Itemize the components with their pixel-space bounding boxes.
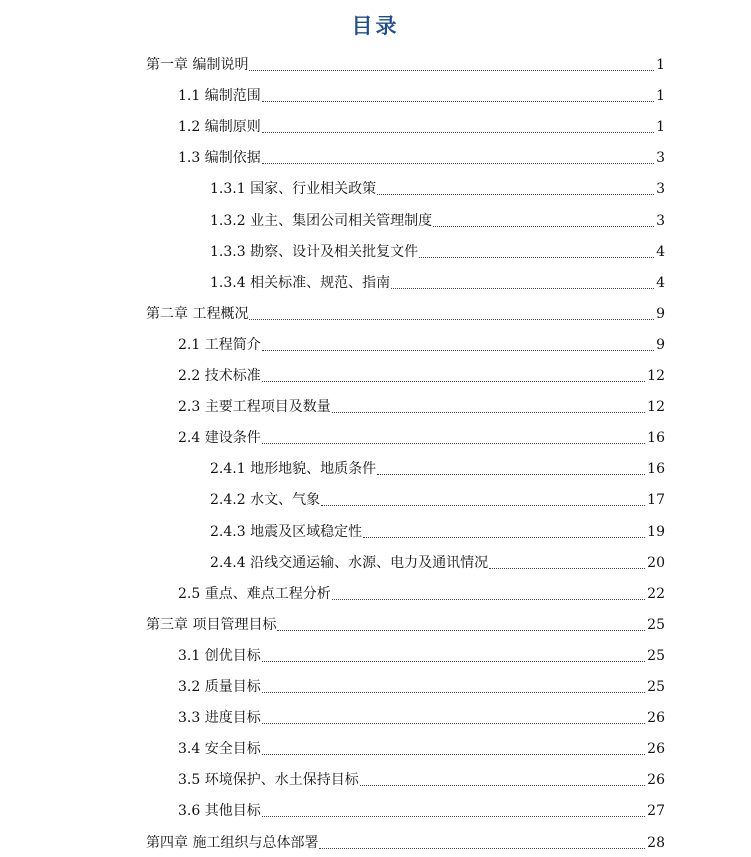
toc-entry[interactable]	[178, 114, 665, 136]
toc-page-number: 16	[647, 461, 665, 478]
toc-entry[interactable]	[210, 456, 665, 478]
toc-entry[interactable]	[178, 705, 665, 727]
toc-entry-text: 第四章 施工组织与总体部署	[146, 834, 319, 851]
toc-page-number: 12	[647, 368, 665, 384]
toc-dot-leader	[377, 193, 654, 195]
toc-page-number: 25	[647, 616, 665, 633]
toc-entry[interactable]	[210, 519, 665, 541]
toc-dot-leader	[249, 318, 654, 320]
toc-entry-text: 2.4.4 沿线交通运输、水源、电力及通讯情况	[210, 554, 489, 571]
toc-entry[interactable]	[178, 581, 665, 603]
toc-entry-text: 2.2 技术标准	[178, 368, 261, 384]
toc-dot-leader	[332, 411, 645, 413]
toc-page-number: 17	[647, 492, 665, 509]
toc-entry[interactable]	[146, 301, 665, 323]
toc-page-number: 26	[647, 741, 665, 758]
toc-page-number: 28	[647, 834, 665, 851]
toc-dot-leader	[262, 162, 654, 164]
toc-entry-text: 第三章 项目管理目标	[146, 616, 277, 633]
toc-page-number: 1	[656, 119, 665, 136]
toc-page-number: 12	[647, 399, 665, 416]
toc-dot-leader	[262, 753, 645, 755]
toc-dot-leader	[363, 536, 645, 538]
toc-dot-leader	[262, 380, 645, 382]
toc-entry[interactable]	[146, 52, 665, 74]
toc-page-number: 26	[647, 710, 665, 727]
toc-entry-text: 3.2 质量目标	[178, 679, 261, 695]
toc-entry[interactable]	[178, 674, 665, 696]
toc-entry[interactable]	[178, 643, 665, 665]
toc-dot-leader	[419, 256, 654, 258]
toc-entry-text: 1.3.1 国家、行业相关政策	[210, 181, 377, 198]
toc-entry[interactable]	[178, 332, 665, 354]
toc-dot-leader	[262, 100, 654, 102]
toc-dot-leader	[321, 504, 645, 506]
toc-dot-leader	[262, 131, 654, 133]
toc-entry[interactable]	[210, 487, 665, 509]
toc-page-number: 20	[647, 554, 665, 571]
toc-entry-text: 1.3.2 业主、集团公司相关管理制度	[210, 212, 433, 229]
toc-dot-leader	[262, 660, 645, 662]
toc-entry[interactable]	[178, 83, 665, 105]
toc-page-number: 3	[656, 181, 665, 198]
toc-entry-text: 1.2 编制原则	[178, 119, 261, 136]
toc-entry-text: 2.5 重点、难点工程分析	[178, 585, 331, 602]
toc-dot-leader	[249, 69, 654, 71]
toc-entry[interactable]	[178, 798, 665, 820]
toc-page-number: 1	[656, 88, 665, 105]
toc-entry[interactable]	[210, 270, 665, 292]
toc-entry-text: 2.4 建设条件	[178, 430, 261, 447]
toc-page-number: 3	[656, 150, 665, 167]
toc-entry[interactable]	[178, 736, 665, 758]
toc-dot-leader	[489, 567, 645, 569]
toc-entry[interactable]	[178, 425, 665, 447]
toc-page-number: 16	[647, 430, 665, 447]
toc-entry[interactable]	[210, 176, 665, 198]
toc-entry[interactable]	[210, 239, 665, 261]
toc-entry-text: 第一章 编制说明	[146, 57, 249, 73]
toc-entry[interactable]	[178, 767, 665, 789]
toc-entry[interactable]	[178, 145, 665, 167]
toc-entry[interactable]	[178, 363, 665, 385]
toc-entry-text: 1.3 编制依据	[178, 150, 261, 167]
toc-entry-text: 1.3.4 相关标准、规范、指南	[210, 274, 391, 291]
toc-dot-leader	[433, 225, 654, 227]
toc-page-number: 27	[647, 803, 665, 820]
toc-page-number: 19	[647, 523, 665, 540]
toc-dot-leader	[262, 349, 654, 351]
toc-page-number: 1	[656, 57, 665, 73]
toc-entry-text: 2.1 工程简介	[178, 336, 261, 353]
toc-entry-text: 3.6 其他目标	[178, 803, 261, 820]
toc-entry[interactable]	[178, 394, 665, 416]
toc-entry[interactable]	[210, 550, 665, 572]
toc-page-number: 4	[656, 243, 665, 260]
toc-entry[interactable]	[146, 830, 665, 852]
toc-dot-leader	[277, 629, 645, 631]
toc-dot-leader	[262, 815, 645, 817]
toc-dot-leader	[332, 598, 645, 600]
toc-page-number: 26	[647, 772, 665, 789]
toc-entry-text: 3.4 安全目标	[178, 741, 261, 758]
toc-entry-text: 第二章 工程概况	[146, 305, 249, 322]
toc-page-number: 9	[656, 336, 665, 353]
toc-entry-text: 1.1 编制范围	[178, 88, 261, 105]
toc-entry-text: 2.4.2 水文、气象	[210, 492, 321, 509]
toc-entry-text: 2.4.1 地形地貌、地质条件	[210, 461, 377, 478]
toc-dot-leader	[319, 847, 645, 849]
toc-dot-leader	[360, 784, 645, 786]
page-title: 目录	[351, 14, 400, 38]
toc-dot-leader	[391, 287, 654, 289]
toc-page-number: 25	[647, 647, 665, 664]
toc-entry-text: 3.5 环境保护、水土保持目标	[178, 772, 359, 789]
toc-dot-leader	[262, 722, 645, 724]
toc-entry-text: 2.4.3 地震及区域稳定性	[210, 523, 363, 540]
toc-page-number: 9	[656, 305, 665, 322]
toc-dot-leader	[262, 691, 645, 693]
toc-entry-text: 3.3 进度目标	[178, 710, 261, 727]
toc-entry-text: 2.3 主要工程项目及数量	[178, 399, 331, 416]
toc-entry-text: 1.3.3 勘察、设计及相关批复文件	[210, 243, 419, 260]
toc-dot-leader	[262, 442, 645, 444]
toc-page-number: 22	[647, 585, 665, 602]
toc-page-number: 4	[656, 274, 665, 291]
toc-dot-leader	[377, 473, 645, 475]
toc-entry[interactable]	[146, 612, 665, 634]
toc-page-number: 25	[647, 679, 665, 695]
toc-page-number: 3	[656, 212, 665, 229]
toc-entry[interactable]	[210, 208, 665, 230]
toc-entry-text: 3.1 创优目标	[178, 647, 261, 664]
